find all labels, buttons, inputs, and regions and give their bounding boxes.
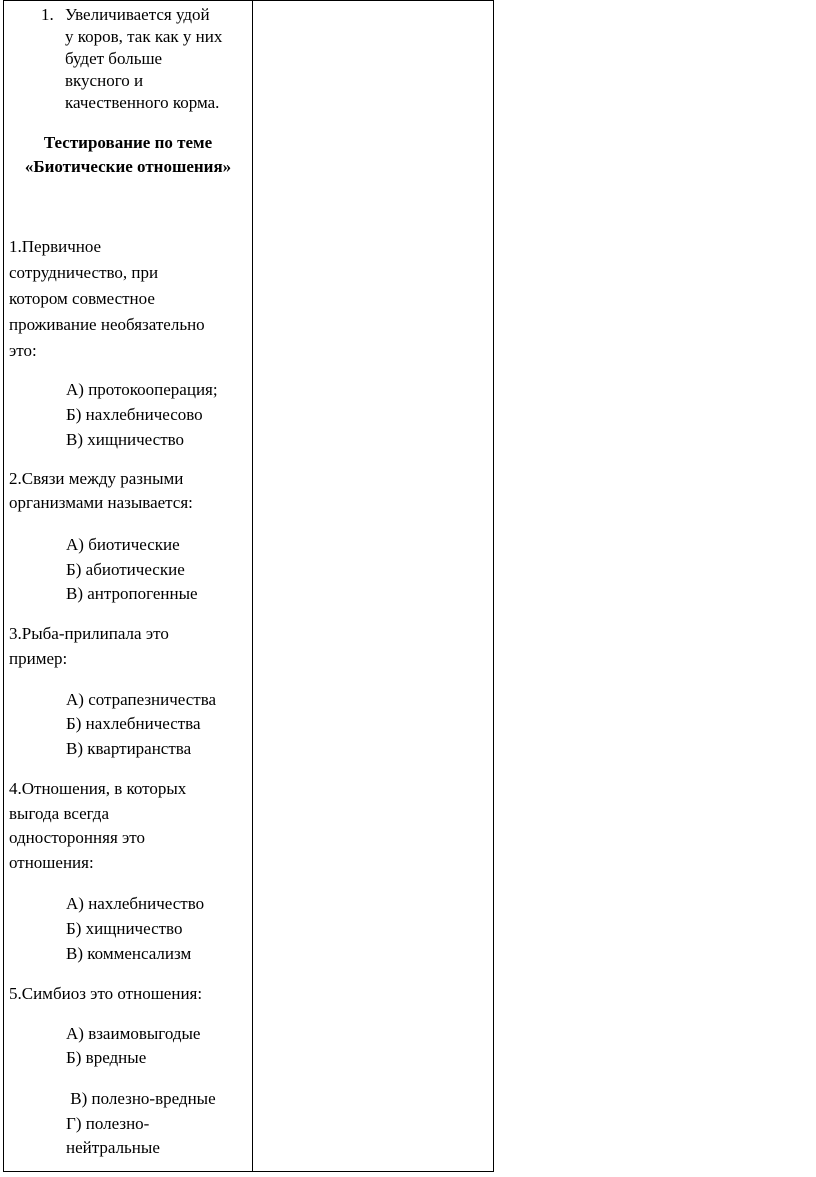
- question-text: 1.Первичное: [9, 237, 102, 256]
- right-cell: [253, 1, 493, 1171]
- question-text: пример:: [9, 649, 68, 668]
- answer-option: нейтральные: [66, 1138, 160, 1157]
- intro-line: Увеличивается удой: [65, 5, 210, 24]
- answer-option: В) квартиранства: [66, 739, 192, 758]
- answer-option: А) взаимовыгодые: [66, 1024, 201, 1043]
- intro-line: качественного корма.: [65, 93, 220, 112]
- answer-option: А) нахлебничество: [66, 894, 205, 913]
- question-text: выгода всегда: [9, 804, 109, 823]
- answer-option: Б) нахлебничесово: [66, 405, 203, 424]
- question-text: это:: [9, 341, 37, 360]
- question-text: проживание необязательно: [9, 315, 205, 334]
- question-text: 3.Рыба-прилипала это: [9, 624, 169, 643]
- answer-option: В) комменсализм: [66, 944, 192, 963]
- answer-option: Б) хищничество: [66, 919, 183, 938]
- question-text: 5.Симбиоз это отношения:: [9, 984, 203, 1003]
- answer-option: В) антропогенные: [66, 584, 198, 603]
- intro-line: будет больше: [65, 49, 163, 68]
- question-text: отношения:: [9, 853, 94, 872]
- document-table: [3, 0, 494, 1172]
- question-text: организмами называется:: [9, 493, 193, 512]
- question-text: односторонняя это: [9, 828, 146, 847]
- answer-option: Г) полезно-: [66, 1114, 150, 1133]
- answer-option: Б) нахлебничества: [66, 714, 201, 733]
- answer-option: В) полезно-вредные: [66, 1089, 216, 1108]
- answer-option: А) биотические: [66, 535, 180, 554]
- question-text: сотрудничество, при: [9, 263, 159, 282]
- answer-option: А) сотрапезничества: [66, 690, 217, 709]
- section-heading: Тестирование по теме: [43, 133, 213, 152]
- list-number: 1.: [41, 5, 54, 24]
- intro-line: вкусного и: [65, 71, 144, 90]
- answer-option: Б) вредные: [66, 1048, 147, 1067]
- section-heading: «Биотические отношения»: [24, 157, 232, 176]
- question-text: 2.Связи между разными: [9, 469, 184, 488]
- intro-line: у коров, так как у них: [65, 27, 223, 46]
- answer-option: Б) абиотические: [66, 560, 185, 579]
- question-text: 4.Отношения, в которых: [9, 779, 187, 798]
- answer-option: В) хищничество: [66, 430, 185, 449]
- answer-option: А) протокооперация;: [66, 380, 218, 399]
- question-text: котором совместное: [9, 289, 155, 308]
